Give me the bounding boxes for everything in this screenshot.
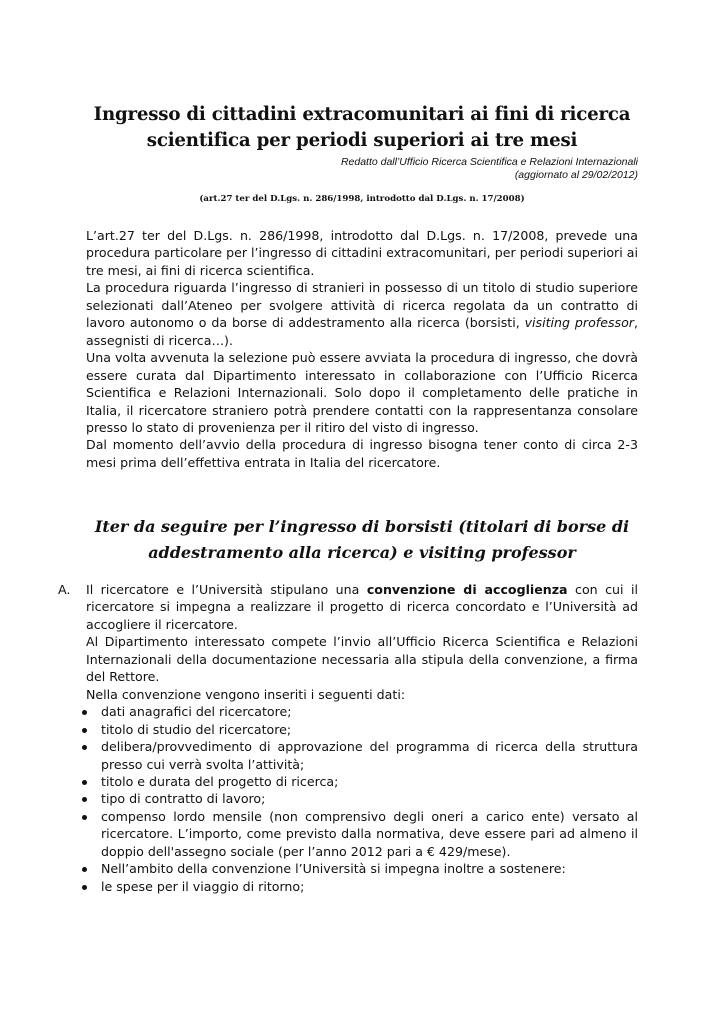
section-paragraph	[86, 581, 638, 633]
title-line-2: scientifica per periodi superiori ai tre mesi	[146, 130, 578, 151]
bullet-icon	[82, 815, 87, 820]
list-item-text: dati anagrafici del ricercatore;	[101, 704, 292, 720]
bullet-icon	[82, 728, 87, 733]
list-item	[58, 790, 638, 807]
intro-text-span: La procedura riguarda l’ingresso di stranieri in possesso di un titolo di studio superiore selezionati dall’Ateneo per svolgere attività di ricerca regolata da un contratto di lavoro autonomo o da borse di addestramento alla ricerca (borsisti,	[86, 280, 638, 331]
section-text-span: Il ricercatore e l’Università stipulano una	[86, 582, 367, 597]
intro-text	[86, 227, 638, 471]
list-item-text: delibera/provvedimento di approvazione del programma di ricerca della struttura presso cui verrà svolta l’attività;	[101, 739, 638, 772]
list-item	[58, 721, 638, 738]
intro-paragraph: L’art.27 ter del D.Lgs. n. 286/1998, introdotto dal D.Lgs. n. 17/2008, prevede una procedura particolare per l’ingresso di cittadini extracomunitari, per periodi superiori ai tre mesi, ai fini di ricerca scientifica.	[86, 228, 638, 278]
intro-paragraph	[86, 279, 638, 349]
list-item	[58, 808, 638, 860]
bullet-icon	[82, 885, 87, 890]
list-item-text: le spese per il viaggio di ritorno;	[101, 878, 305, 894]
list-item-text: Nell’ambito della convenzione l’Università si impegna inoltre a sostenere:	[101, 861, 566, 877]
section-heading-line-1: Iter da seguire per l’ingresso di borsisti (titolari di borse di	[94, 517, 630, 536]
intro-paragraph: Dal momento dell’avvio della procedura di ingresso bisogna tener conto di circa 2-3 mesi prima dell’effettiva entrata in Italia del ricercatore.	[86, 437, 638, 470]
list-item	[58, 773, 638, 790]
document-title	[84, 102, 640, 154]
list-item	[58, 860, 638, 877]
bullet-icon	[82, 780, 87, 785]
section-a	[58, 581, 638, 895]
bullet-icon	[82, 797, 87, 802]
document-credits	[341, 156, 638, 182]
section-text-span: con cui il ricercatore si impegna a realizzare il progetto di ricerca concordato e l’Università ad accogliere il ricercatore.	[86, 582, 638, 632]
intro-italic-term: visiting professor	[524, 315, 634, 331]
section-paragraph: Nella convenzione vengono inseriti i seguenti dati:	[86, 686, 406, 702]
list-item-text: titolo e durata del progetto di ricerca;	[101, 773, 339, 789]
intro-paragraph: Una volta avvenuta la selezione può essere avviata la procedura di ingresso, che dovrà essere curata dal Dipartimento interessato in collaborazione con l’Ufficio Ricerca Scientifica e Relazioni Internazionali. Solo dopo il completamento delle pratiche in Italia, il ricercatore straniero potrà prendere contatti con la rappresentanza consolare presso lo stato di provenienza per il ritiro del visto di ingresso.	[86, 350, 638, 435]
section-heading-line-2: addestramento alla ricerca) e visiting professor	[148, 543, 576, 562]
list-item	[58, 878, 638, 895]
intro-text-span: , assegnisti di ricerca…).	[86, 315, 638, 348]
credit-updated: (aggiornato al 29/02/2012)	[514, 169, 638, 181]
title-line-1: Ingresso di cittadini extracomunitari ai fini di ricerca	[93, 104, 631, 125]
section-paragraph: Al Dipartimento interessato compete l’invio all’Ufficio Ricerca Scientifica e Relazioni Internazionali della documentazione necessaria alla stipula della convenzione, a firma del Rettore.	[86, 634, 638, 685]
list-item-text: tipo di contratto di lavoro;	[101, 791, 266, 807]
bullet-icon	[82, 710, 87, 715]
bullet-icon	[82, 867, 87, 872]
bullet-icon	[82, 745, 87, 750]
section-bold-term: convenzione di accoglienza	[366, 582, 568, 597]
credit-author: Redatto dall’Ufficio Ricerca Scientifica e Relazioni Internazionali	[340, 156, 638, 168]
list-marker: A.	[58, 582, 71, 597]
section-heading	[84, 514, 640, 566]
legal-reference: (art.27 ter del D.Lgs. n. 286/1998, introdotto dal D.Lgs. n. 17/2008)	[199, 194, 525, 204]
list-item-text: titolo di studio del ricercatore;	[101, 721, 292, 737]
list-item-text: compenso lordo mensile (non comprensivo degli oneri a carico ente) versato al ricercatore. L’importo, come previsto dalla normativa, deve essere pari ad almeno il doppio dell'assegno sociale (per l’anno 2012 pari a € 429/mese).	[101, 808, 638, 859]
list-item	[58, 738, 638, 773]
section-a-body	[86, 581, 638, 703]
data-bullet-list	[58, 703, 638, 895]
list-item	[58, 703, 638, 720]
